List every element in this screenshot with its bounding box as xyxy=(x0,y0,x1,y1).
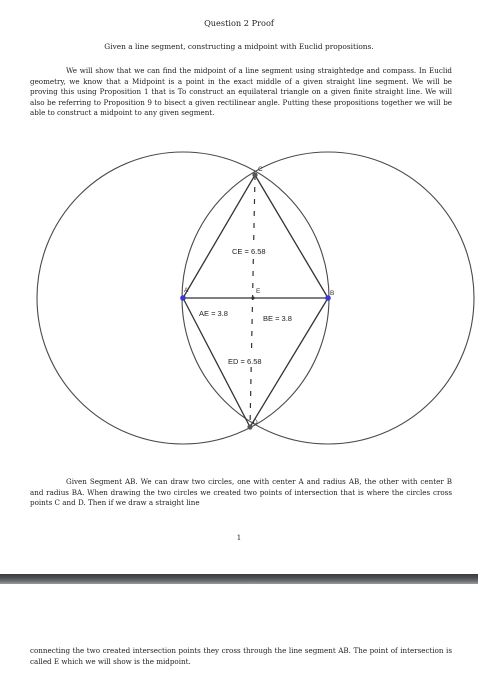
label-a: A xyxy=(184,287,189,294)
point-e xyxy=(251,296,254,299)
measure-ce: CE = 6.58 xyxy=(232,247,266,256)
point-d xyxy=(247,424,252,429)
page-number: 1 xyxy=(236,534,242,542)
measure-be: BE = 3.8 xyxy=(263,314,292,323)
page-title: Question 2 Proof xyxy=(204,18,274,28)
label-e: E xyxy=(256,288,261,295)
point-a xyxy=(180,295,186,301)
label-d: D xyxy=(253,419,258,426)
construction-paragraph-text: Given Segment AB. We can draw two circles, one with center A and radius AB, the other with center B and radius BA. When drawing the two circles we created two points of intersection that is where the circles cross points C and D. Then if we draw a straight line xyxy=(30,477,452,508)
measure-ae: AE = 3.8 xyxy=(199,309,228,318)
label-c: C xyxy=(258,166,263,173)
label-b: B xyxy=(330,290,335,297)
continuation-paragraph: connecting the two created intersection points they cross through the line segment AB. The point of intersection is called E which we will show is the midpoint. xyxy=(30,646,452,666)
page-divider xyxy=(0,574,478,584)
segment-ac xyxy=(183,175,255,298)
page-subtitle: Given a line segment, constructing a midpoint with Euclid propositions. xyxy=(104,42,374,51)
segment-bc xyxy=(255,175,328,298)
construction-paragraph xyxy=(30,477,452,509)
measure-ed: ED = 6.58 xyxy=(228,357,262,366)
point-c xyxy=(252,172,257,177)
intro-paragraph-text: We will show that we can find the midpoint of a line segment using straightedge and compass. In Euclid geometry, we know that a Midpoint is a point in the exact middle of a given straight line segment. We will be proving this using Proposition 1 that is To construct an equilateral triangle on a given finite straight line. We will also be referring to Proposition 9 to bisect a given rectilinear angle. Putting these propositions together we will be able to construct a midpoint to any given segment. xyxy=(30,66,452,118)
segment-cd-dashed xyxy=(250,175,255,427)
